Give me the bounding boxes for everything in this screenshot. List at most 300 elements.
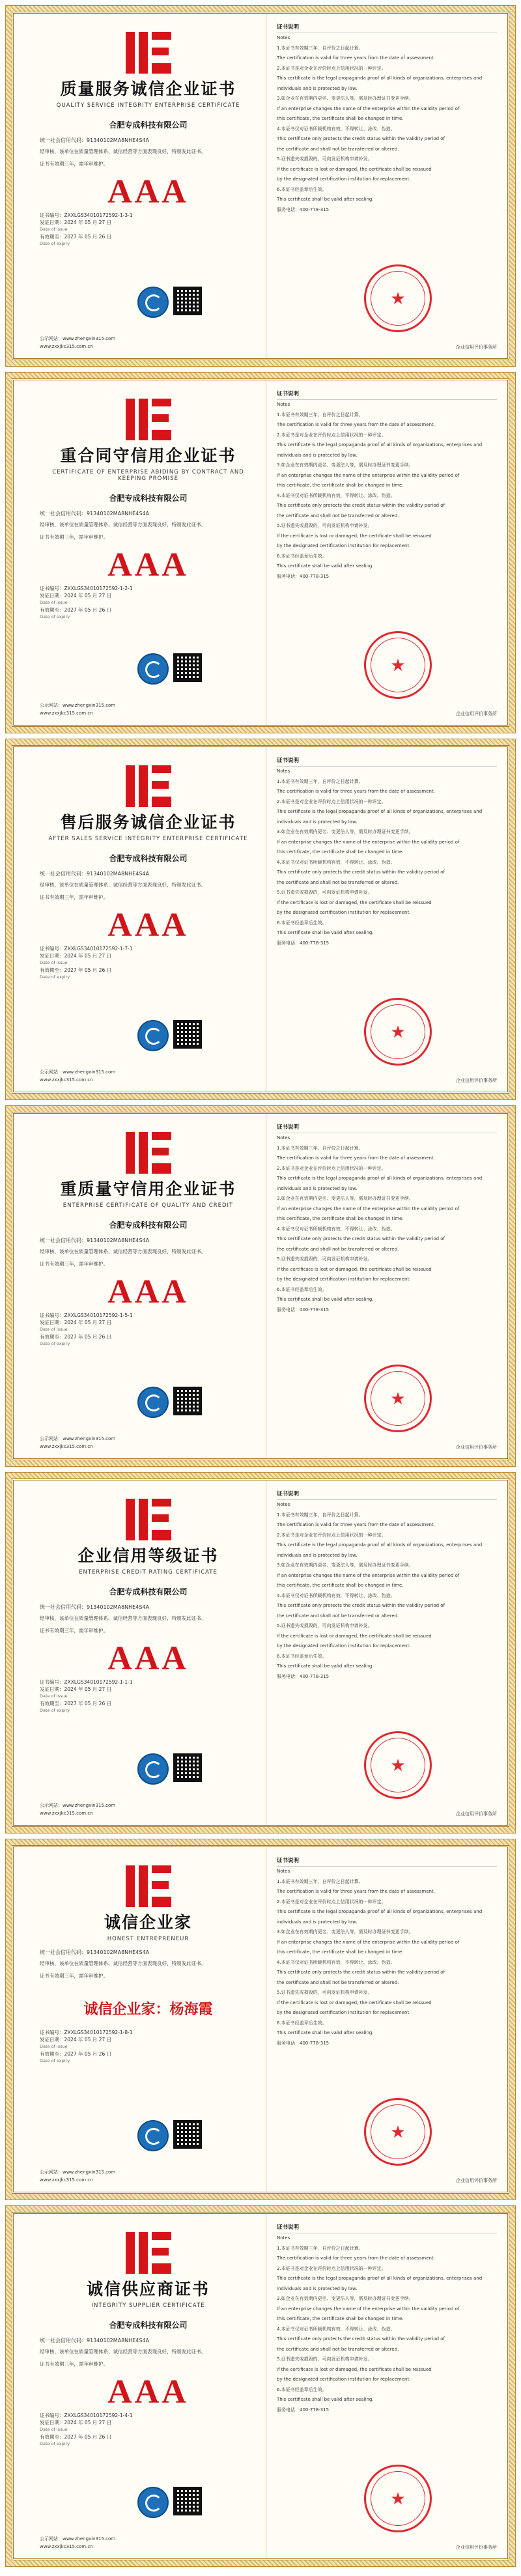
certificate-notes <box>266 747 507 1092</box>
certificate-title: 质量服务诚信企业证书 <box>60 79 236 98</box>
note-line: 1.本证书有效期三年，自评价之日起计算。 <box>277 45 363 51</box>
credit-code: 统一社会信用代码：91340102MA8NHE4S4A <box>40 511 149 517</box>
expiry-date: 有效期至：2027 年 05 月 26 日 <box>40 1334 112 1340</box>
footer-website[interactable]: 公示网站：www.zhengxin315.com <box>40 1069 116 1075</box>
note-line: 5.证书遗失或损毁的，可向发证机构申请补发。 <box>277 1623 373 1628</box>
credit-grade: AAA <box>107 907 189 944</box>
logo-bar <box>126 1132 135 1174</box>
note-line: If an enterprise changes the name of the enterprise within the validity period of <box>277 106 460 111</box>
note-line: This certificate is the legal propaganda proof of all kinds of organizations, enterprises and <box>277 76 483 81</box>
authority-badge-icon <box>137 653 169 685</box>
expiry-date: 有效期至：2027 年 05 月 26 日 <box>40 2051 112 2057</box>
note-line: 3.如企业在有效期内更名、变更法人等，需及时办理证书变更手续。 <box>277 462 414 468</box>
footer-website[interactable]: 公示网站：www.zhengxin315.com <box>40 703 116 708</box>
validity-note: 证书有效期三年，需年审维护。 <box>40 1261 108 1267</box>
certificate-frame <box>12 12 509 360</box>
note-line: Notes <box>277 1869 290 1874</box>
note-line: 2.本证书是对企业在评价时点上信用状况的一种评定。 <box>277 432 386 438</box>
certificate-number: 证书编号：ZXXLGS34010172592-1-7-1 <box>40 946 133 952</box>
certificate-front <box>14 747 266 1092</box>
note-line: This certificate is the legal propaganda proof of all kinds of organizations, enterprises and <box>277 809 483 814</box>
logo-bar <box>152 1499 171 1507</box>
service-hotline: 服务电话：400-778-315 <box>277 2407 330 2413</box>
expiry-date: 有效期至：2027 年 05 月 26 日 <box>40 967 112 973</box>
note-line: 4.本证书仅对证书所载机构有效，不得转让、涂改、伪造。 <box>277 1592 395 1598</box>
issuing-organization: 企业信用评价事务所 <box>456 1811 497 1817</box>
note-line: This certificate shall be valid after sealing. <box>277 1297 374 1302</box>
logo-bar <box>126 1865 135 1907</box>
note-line: 5.证书遗失或损毁的，可向发证机构申请补发。 <box>277 523 373 528</box>
logo-bar <box>139 32 148 74</box>
issue-date-en: Date of issue <box>40 1327 68 1332</box>
certificate-footer <box>40 1435 257 1451</box>
note-line: this certificate, the certificate shall be changed in time. <box>277 483 404 488</box>
note-line: individuals and is protected by law. <box>277 85 358 91</box>
logo-bar <box>152 1132 171 1140</box>
certificate-frame <box>12 2212 509 2560</box>
logo-bar <box>126 2232 135 2274</box>
company-name: 合肥专成科技有限公司 <box>109 2321 188 2330</box>
note-line: This certificate only protects the credit status within the validity period of <box>277 1970 445 1975</box>
note-line: 5.证书遗失或损毁的，可向发证机构申请补发。 <box>277 2357 373 2362</box>
verification-marks <box>40 2487 257 2519</box>
validity-note: 证书有效期三年，需年审维护。 <box>40 1628 108 1634</box>
qr-code[interactable] <box>173 1387 202 1415</box>
note-line: by the designated certification institution for replacement. <box>277 910 411 915</box>
note-line: the certificate and shall not be transferred or altered. <box>277 1979 399 1985</box>
authority-badge-icon <box>137 1753 169 1785</box>
authority-badge-icon <box>137 2120 169 2151</box>
certificate-card <box>5 372 516 733</box>
note-line: 5.证书遗失或损毁的，可向发证机构申请补发。 <box>277 156 373 162</box>
issuing-organization: 企业信用评价事务所 <box>456 2178 497 2183</box>
certificate-title: 重合同守信用企业证书 <box>60 446 236 465</box>
certificate-front <box>14 1480 266 1825</box>
note-line: 6.本证书经盖章后生效。 <box>277 553 327 559</box>
certificate-card <box>5 1105 516 1467</box>
certificate-meta <box>40 945 257 981</box>
note-line: This certificate shall be valid after sealing. <box>277 563 374 569</box>
certificate-subtitle: HONEST ENTREPRENEUR <box>107 1936 190 1942</box>
certificate-subtitle: INTEGRITY SUPPLIER CERTIFICATE <box>91 2302 205 2309</box>
expiry-date: 有效期至：2027 年 05 月 26 日 <box>40 234 112 240</box>
service-hotline: 服务电话：400-778-315 <box>277 2040 330 2046</box>
note-line: 6.本证书经盖章后生效。 <box>277 1286 327 1292</box>
note-line: If the certificate is lost or damaged, the certificate shall be reissued <box>277 899 432 905</box>
note-line: This certificate only protects the credit status within the validity period of <box>277 2336 445 2342</box>
qr-code[interactable] <box>173 1020 202 1049</box>
issue-date-en: Date of issue <box>40 2044 68 2049</box>
logo-bar <box>139 1132 148 1174</box>
validity-note: 证书有效期三年，需年审维护。 <box>40 1973 108 1979</box>
certificate-frame <box>12 378 509 727</box>
note-line: this certificate, the certificate shall be changed in time. <box>277 1949 404 1955</box>
note-line: If the certificate is lost or damaged, the certificate shall be reissued <box>277 533 432 539</box>
seal-star-icon: ★ <box>390 2489 406 2509</box>
certificate-card <box>5 5 516 367</box>
certificate-subtitle: ENTERPRISE CREDIT RATING CERTIFICATE <box>79 1569 218 1576</box>
note-line: 6.本证书经盖章后生效。 <box>277 186 327 192</box>
note-line: If the certificate is lost or damaged, the certificate shall be reissued <box>277 2366 432 2372</box>
certificate-statement: 经审核，该单位在质量管理体系、诚信经营等方面表现良好，特颁发此证书。 <box>40 149 206 154</box>
note-line: individuals and is protected by law. <box>277 452 358 458</box>
note-line: The certification is valid for three years from the date of assessment. <box>277 789 435 794</box>
official-seal <box>364 2465 432 2532</box>
certificate-frame <box>12 1845 509 2194</box>
logo-bar <box>152 781 169 789</box>
note-line: 4.本证书仅对证书所载机构有效，不得转让、涂改、伪造。 <box>277 859 395 865</box>
certificate-notes <box>266 2214 507 2558</box>
issue-date-en: Date of issue <box>40 2427 68 2432</box>
credit-code: 统一社会信用代码：91340102MA8NHE4S4A <box>40 1949 149 1955</box>
certificate-statement: 经审核，该单位在质量管理体系、诚信经营等方面表现良好，特颁发此证书。 <box>40 1249 206 1254</box>
note-line: This certificate is the legal propaganda proof of all kinds of organizations, enterprises and <box>277 2276 483 2281</box>
company-name: 合肥专成科技有限公司 <box>109 854 188 863</box>
issue-date: 发证日期：2024 年 05 月 27 日 <box>40 219 112 225</box>
certificate-title: 诚信企业家 <box>104 1913 192 1932</box>
certificate-notes <box>266 1480 507 1825</box>
certificate-number: 证书编号：ZXXLGS34010172592-1-3-1 <box>40 212 133 218</box>
footer-website[interactable]: 公示网站：www.zhengxin315.com <box>40 336 116 341</box>
note-line: by the designated certification institution for replacement. <box>277 2377 411 2382</box>
logo-bar <box>152 48 169 55</box>
note-line: 3.如企业在有效期内更名、变更法人等，需及时办理证书变更手续。 <box>277 1563 414 1568</box>
credit-code: 统一社会信用代码：91340102MA8NHE4S4A <box>40 137 149 143</box>
certificate-title: 企业信用等级证书 <box>77 1546 219 1565</box>
note-line: If the certificate is lost or damaged, the certificate shall be reissued <box>277 1633 432 1639</box>
logo-bar <box>139 2232 148 2274</box>
issue-date: 发证日期：2024 年 05 月 27 日 <box>40 1686 112 1692</box>
official-seal <box>364 631 432 699</box>
logo-bar <box>126 32 135 74</box>
validity-note: 证书有效期三年，需年审维护。 <box>40 161 108 167</box>
note-line: If the certificate is lost or damaged, the certificate shall be reissued <box>277 166 432 172</box>
certificate-subtitle: ENTERPRISE CERTIFICATE OF QUALITY AND CREDIT <box>63 1202 234 1209</box>
logo-bar <box>152 797 171 807</box>
note-line: 3.如企业在有效期内更名、变更法人等，需及时办理证书变更手续。 <box>277 2296 414 2301</box>
certificate-footer <box>40 1802 257 1817</box>
credit-grade: AAA <box>107 173 189 210</box>
note-line: 4.本证书仅对证书所载机构有效，不得转让、涂改、伪造。 <box>277 1959 395 1965</box>
issue-date-en: Date of issue <box>40 960 68 965</box>
footer-website-2[interactable]: www.zxxjkc315.com.cn <box>40 1077 93 1083</box>
logo-bar <box>152 765 171 773</box>
certificate-number: 证书编号：ZXXLGS34010172592-1-8-1 <box>40 2030 133 2035</box>
logo-bar <box>152 2248 169 2256</box>
official-seal <box>364 2098 432 2166</box>
note-line: 1.本证书有效期三年，自评价之日起计算。 <box>277 1512 363 1518</box>
note-line: This certificate is the legal propaganda proof of all kinds of organizations, enterprises and <box>277 1909 483 1914</box>
note-line: the certificate and shall not be transferred or altered. <box>277 146 399 152</box>
note-line: If the certificate is lost or damaged, the certificate shall be reissued <box>277 1266 432 1272</box>
issuer-logo <box>126 765 171 807</box>
logo-bar <box>152 1530 171 1540</box>
certificate-subtitle: QUALITY SERVICE INTEGRITY ENTERPRISE CERTIFICATE <box>56 102 240 109</box>
seal-star-icon: ★ <box>390 2123 406 2142</box>
issuer-logo <box>126 2232 171 2274</box>
footer-website-2[interactable]: www.zxxjkc315.com.cn <box>40 1811 93 1816</box>
official-seal <box>364 1365 432 1432</box>
issuing-organization: 企业信用评价事务所 <box>456 345 497 350</box>
notes-heading: 证书说明 <box>277 2223 497 2233</box>
official-seal <box>364 1731 432 1799</box>
expiry-date-en: Date of expiry <box>40 2441 70 2446</box>
note-line: If an enterprise changes the name of the enterprise within the validity period of <box>277 1206 460 1211</box>
note-line: The certification is valid for three years from the date of assessment. <box>277 422 435 427</box>
issue-date: 发证日期：2024 年 05 月 27 日 <box>40 2037 112 2043</box>
logo-bar <box>126 765 135 807</box>
logo-bar <box>152 399 171 406</box>
company-name: 合肥专成科技有限公司 <box>109 120 188 130</box>
logo-bar <box>152 1881 169 1889</box>
notes-heading: 证书说明 <box>277 23 497 33</box>
credit-grade: AAA <box>107 1640 189 1677</box>
note-line: Notes <box>277 2235 290 2241</box>
certificate-front <box>14 2214 266 2558</box>
note-line: 5.证书遗失或损毁的，可向发证机构申请补发。 <box>277 1256 373 1262</box>
expiry-date: 有效期至：2027 年 05 月 26 日 <box>40 2434 112 2440</box>
note-line: This certificate is the legal propaganda proof of all kinds of organizations, enterprises and <box>277 1176 483 1181</box>
note-line: 1.本证书有效期三年，自评价之日起计算。 <box>277 1145 363 1151</box>
expiry-date: 有效期至：2027 年 05 月 26 日 <box>40 607 112 613</box>
credit-code: 统一社会信用代码：91340102MA8NHE4S4A <box>40 1604 149 1610</box>
note-line: 4.本证书仅对证书所载机构有效，不得转让、涂改、伪造。 <box>277 492 395 498</box>
note-line: 1.本证书有效期三年，自评价之日起计算。 <box>277 1878 363 1884</box>
issuer-logo <box>126 399 171 440</box>
issue-date-en: Date of issue <box>40 600 68 605</box>
certificate-title: 重质量守信用企业证书 <box>60 1180 236 1198</box>
issue-date: 发证日期：2024 年 05 月 27 日 <box>40 953 112 959</box>
verification-marks <box>40 287 257 319</box>
certificate-meta <box>40 1678 257 1714</box>
note-line: by the designated certification institution for replacement. <box>277 2010 411 2015</box>
certificate-footer <box>40 2535 257 2551</box>
issue-date-en: Date of issue <box>40 227 68 232</box>
note-line: If an enterprise changes the name of the enterprise within the validity period of <box>277 839 460 845</box>
company-name: 合肥专成科技有限公司 <box>109 1587 188 1596</box>
issue-date: 发证日期：2024 年 05 月 27 日 <box>40 2420 112 2426</box>
footer-website[interactable]: 公示网站：www.zhengxin315.com <box>40 2170 116 2175</box>
certificate-meta <box>40 2029 257 2065</box>
note-line: this certificate, the certificate shall be changed in time. <box>277 1583 404 1588</box>
logo-bar <box>152 1163 171 1174</box>
logo-bar <box>152 2263 171 2274</box>
note-line: Notes <box>277 35 290 40</box>
note-line: Notes <box>277 769 290 774</box>
seal-star-icon: ★ <box>390 1389 406 1409</box>
certificate-statement: 经审核，该单位在质量管理体系、诚信经营等方面表现良好，特颁发此证书。 <box>40 522 206 528</box>
note-line: If the certificate is lost or damaged, the certificate shall be reissued <box>277 2000 432 2005</box>
certificate-front <box>14 14 266 358</box>
seal-star-icon: ★ <box>390 289 406 309</box>
certificate-footer <box>40 2168 257 2184</box>
note-line: 5.证书遗失或损毁的，可向发证机构申请补发。 <box>277 890 373 895</box>
credit-grade: AAA <box>107 2373 189 2411</box>
note-line: This certificate shall be valid after sealing. <box>277 2397 374 2402</box>
certificate-meta <box>40 585 257 621</box>
seal-star-icon: ★ <box>390 1023 406 1042</box>
note-line: 4.本证书仅对证书所载机构有效，不得转让、涂改、伪造。 <box>277 1226 395 1232</box>
footer-website-2[interactable]: www.zxxjkc315.com.cn <box>40 711 93 716</box>
logo-bar <box>139 1865 148 1907</box>
credit-code: 统一社会信用代码：91340102MA8NHE4S4A <box>40 2338 149 2343</box>
note-line: by the designated certification institution for replacement. <box>277 1643 411 1649</box>
entrepreneur-name: 诚信企业家：杨海霞 <box>83 2001 213 2018</box>
qr-code[interactable] <box>173 2120 202 2149</box>
footer-website[interactable]: 公示网站：www.zhengxin315.com <box>40 1803 116 1808</box>
issuer-logo <box>126 32 171 74</box>
qr-code[interactable] <box>173 2487 202 2515</box>
service-hotline: 服务电话：400-778-315 <box>277 940 330 946</box>
footer-website-2[interactable]: www.zxxjkc315.com.cn <box>40 2177 93 2183</box>
issuing-organization: 企业信用评价事务所 <box>456 2545 497 2550</box>
authority-badge-icon <box>137 287 169 318</box>
note-line: individuals and is protected by law. <box>277 1185 358 1191</box>
certificate-number: 证书编号：ZXXLGS34010172592-1-1-1 <box>40 1679 133 1685</box>
footer-website[interactable]: 公示网站：www.zhengxin315.com <box>40 2536 116 2541</box>
certificate-statement: 经审核，该单位在质量管理体系、诚信经营等方面表现良好，特颁发此证书。 <box>40 1615 206 1621</box>
notes-heading: 证书说明 <box>277 756 497 767</box>
service-hotline: 服务电话：400-778-315 <box>277 1673 330 1679</box>
note-line: by the designated certification institution for replacement. <box>277 1277 411 1282</box>
certificate-meta <box>40 212 257 248</box>
certificate-number: 证书编号：ZXXLGS34010172592-1-4-1 <box>40 2413 133 2418</box>
issuer-logo <box>126 1499 171 1540</box>
expiry-date-en: Date of expiry <box>40 241 70 246</box>
validity-note: 证书有效期三年，需年审维护。 <box>40 2361 108 2367</box>
note-line: The certification is valid for three years from the date of assessment. <box>277 1889 435 1894</box>
footer-website-2[interactable]: www.zxxjkc315.com.cn <box>40 2544 93 2549</box>
certificate-notes <box>266 1114 507 1458</box>
expiry-date: 有效期至：2027 年 05 月 26 日 <box>40 1701 112 1706</box>
note-line: The certification is valid for three years from the date of assessment. <box>277 2256 435 2261</box>
expiry-date-en: Date of expiry <box>40 1708 70 1713</box>
certificate-notes <box>266 380 507 725</box>
note-line: this certificate, the certificate shall be changed in time. <box>277 2316 404 2321</box>
certificate-statement: 经审核，该单位在质量管理体系、诚信经营等方面表现良好，特颁发此证书。 <box>40 1960 206 1966</box>
service-hotline: 服务电话：400-778-315 <box>277 1307 330 1312</box>
note-line: 3.如企业在有效期内更名、变更法人等，需及时办理证书变更手续。 <box>277 96 414 101</box>
certificate-front <box>14 1847 266 2192</box>
certificate-card <box>5 1839 516 2200</box>
logo-bar <box>152 1148 169 1155</box>
certificate-statement: 经审核，该单位在质量管理体系、诚信经营等方面表现良好，特颁发此证书。 <box>40 2349 206 2355</box>
note-line: by the designated certification institution for replacement. <box>277 543 411 548</box>
note-line: 1.本证书有效期三年，自评价之日起计算。 <box>277 2245 363 2251</box>
note-line: 6.本证书经盖章后生效。 <box>277 920 327 926</box>
note-line: This certificate only protects the credit status within the validity period of <box>277 1603 445 1608</box>
note-line: Notes <box>277 1502 290 1507</box>
credit-grade: AAA <box>107 546 189 584</box>
issuing-organization: 企业信用评价事务所 <box>456 711 497 716</box>
certificate-title: 诚信供应商证书 <box>86 2280 210 2299</box>
note-line: 5.证书遗失或损毁的，可向发证机构申请补发。 <box>277 1990 373 1995</box>
notes-heading: 证书说明 <box>277 389 497 400</box>
note-line: this certificate, the certificate shall be changed in time. <box>277 1216 404 1221</box>
expiry-date-en: Date of expiry <box>40 1341 70 1346</box>
seal-star-icon: ★ <box>390 656 406 675</box>
issuing-organization: 企业信用评价事务所 <box>456 1445 497 1450</box>
certificate-subtitle: AFTER SALES SERVICE INTEGRITY ENTERPRISE CERTIFICATE <box>48 836 248 842</box>
logo-bar <box>152 32 171 40</box>
note-line: 2.本证书是对企业在评价时点上信用状况的一种评定。 <box>277 799 386 804</box>
certificate-statement: 经审核，该单位在质量管理体系、诚信经营等方面表现良好，特颁发此证书。 <box>40 882 206 888</box>
note-line: If an enterprise changes the name of the enterprise within the validity period of <box>277 2306 460 2312</box>
note-line: This certificate shall be valid after sealing. <box>277 930 374 935</box>
certificate-footer <box>40 1068 257 1084</box>
note-line: 3.如企业在有效期内更名、变更法人等，需及时办理证书变更手续。 <box>277 1929 414 1934</box>
issue-date-en: Date of issue <box>40 1693 68 1699</box>
company-name: 合肥专成科技有限公司 <box>109 494 188 503</box>
footer-website-2[interactable]: www.zxxjkc315.com.cn <box>40 1444 93 1449</box>
note-line: 6.本证书经盖章后生效。 <box>277 1653 327 1659</box>
certificate-meta <box>40 2412 257 2448</box>
logo-bar <box>139 765 148 807</box>
logo-bar <box>139 399 148 440</box>
certificate-frame <box>12 745 509 1094</box>
certificate-meta <box>40 1312 257 1348</box>
verification-marks <box>40 653 257 686</box>
authority-badge-icon <box>137 2487 169 2518</box>
note-line: 2.本证书是对企业在评价时点上信用状况的一种评定。 <box>277 65 386 71</box>
certificate-card <box>5 2205 516 2567</box>
expiry-date-en: Date of expiry <box>40 974 70 980</box>
seal-star-icon: ★ <box>390 1756 406 1776</box>
logo-bar <box>152 1897 171 1907</box>
certificate-front <box>14 380 266 725</box>
certificate-frame <box>12 1112 509 1460</box>
qr-code[interactable] <box>173 1753 202 1782</box>
certificate-footer <box>40 335 257 350</box>
company-name: 合肥专成科技有限公司 <box>109 1221 188 1230</box>
note-line: 4.本证书仅对证书所载机构有效，不得转让、涂改、伪造。 <box>277 126 395 132</box>
official-seal <box>364 998 432 1066</box>
note-line: This certificate shall be valid after sealing. <box>277 2030 374 2035</box>
qr-code[interactable] <box>173 653 202 682</box>
note-line: If an enterprise changes the name of the enterprise within the validity period of <box>277 472 460 478</box>
note-line: 2.本证书是对企业在评价时点上信用状况的一种评定。 <box>277 1165 386 1171</box>
logo-bar <box>152 430 171 440</box>
credit-code: 统一社会信用代码：91340102MA8NHE4S4A <box>40 1238 149 1243</box>
authority-badge-icon <box>137 1020 169 1051</box>
credit-grade: AAA <box>107 1273 189 1310</box>
issuing-organization: 企业信用评价事务所 <box>456 1078 497 1083</box>
logo-bar <box>126 399 135 440</box>
note-line: by the designated certification institution for replacement. <box>277 177 411 182</box>
note-line: this certificate, the certificate shall be changed in time. <box>277 116 404 121</box>
footer-website-2[interactable]: www.zxxjkc315.com.cn <box>40 344 93 349</box>
certificate-number: 证书编号：ZXXLGS34010172592-1-2-1 <box>40 586 133 591</box>
footer-website[interactable]: 公示网站：www.zhengxin315.com <box>40 1436 116 1441</box>
note-line: The certification is valid for three years from the date of assessment. <box>277 1155 435 1161</box>
note-line: the certificate and shall not be transferred or altered. <box>277 1246 399 1252</box>
service-hotline: 服务电话：400-778-315 <box>277 573 330 579</box>
notes-heading: 证书说明 <box>277 1123 497 1133</box>
note-line: Notes <box>277 1135 290 1140</box>
note-line: 2.本证书是对企业在评价时点上信用状况的一种评定。 <box>277 2265 386 2271</box>
note-line: 1.本证书有效期三年，自评价之日起计算。 <box>277 778 363 784</box>
expiry-date-en: Date of expiry <box>40 2058 70 2063</box>
note-line: This certificate is the legal propaganda proof of all kinds of organizations, enterprises and <box>277 1542 483 1548</box>
note-line: 1.本证书有效期三年，自评价之日起计算。 <box>277 412 363 418</box>
note-line: individuals and is protected by law. <box>277 819 358 825</box>
note-line: The certification is valid for three years from the date of assessment. <box>277 1522 435 1527</box>
qr-code[interactable] <box>173 287 202 315</box>
authority-badge-icon <box>137 1387 169 1418</box>
notes-heading: 证书说明 <box>277 1856 497 1867</box>
note-line: 3.如企业在有效期内更名、变更法人等，需及时办理证书变更手续。 <box>277 829 414 834</box>
logo-bar <box>152 1514 169 1522</box>
